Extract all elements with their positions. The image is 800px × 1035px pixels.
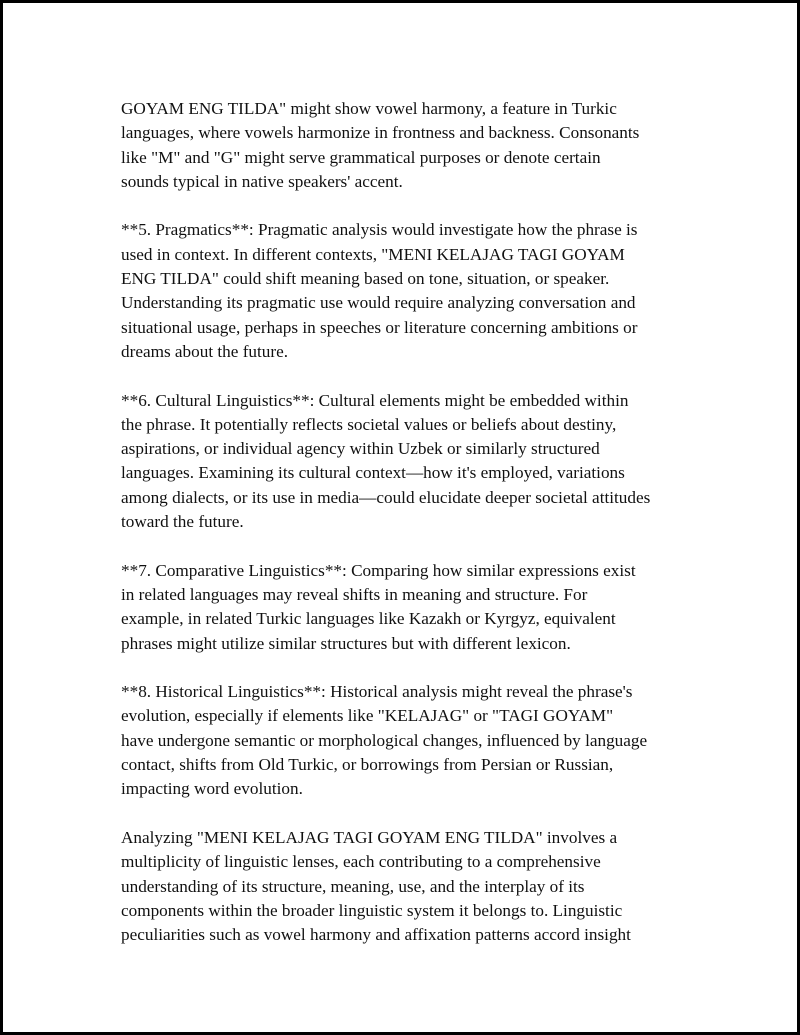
paragraph-historical-linguistics: **8. Historical Linguistics**: Historical analysis might reveal the phrase's evolution, especially if elements like "KELAJAG" or "TAGI GOYAM" have undergone semantic or morphological changes, influenced by language contact, shifts from Old Turkic, or borrowings from Persian or Russian, impacting word evolution. <box>121 682 648 799</box>
paragraph-pragmatics: **5. Pragmatics**: Pragmatic analysis would investigate how the phrase is used in context. In different contexts, "MENI KELAJAG TAGI GOYAM ENG TILDA" could shift meaning based on tone, situation, or speaker. Understanding its pragmatic use would require analyzing conversation and situational usage, perhaps in speeches or literature concerning ambitions or dreams about the future. <box>121 220 638 361</box>
paragraph-cultural-linguistics: **6. Cultural Linguistics**: Cultural elements might be embedded within the phrase. It potentially reflects societal values or beliefs about destiny, aspirations, or individual agency within Uzbek or similarly structured languages. Examining its cultural context—how it's employed, variations among dialects, or its use in media—could elucidate deeper societal attitudes toward the future. <box>121 390 651 532</box>
document-body <box>121 97 691 972</box>
paragraph-comparative-linguistics: **7. Comparative Linguistics**: Comparing how similar expressions exist in related languages may reveal shifts in meaning and structure. For example, in related Turkic languages like Kazakh or Kyrgyz, equivalent phrases might utilize similar structures but with different lexicon. <box>121 560 636 653</box>
paragraph-conclusion: Analyzing "MENI KELAJAG TAGI GOYAM ENG TILDA" involves a multiplicity of linguistic lenses, each contributing to a comprehensive understanding of its structure, meaning, use, and the interplay of its components within the broader linguistic system it belongs to. Linguistic peculiarities such as vowel harmony and affixation patterns accord insight <box>121 827 631 945</box>
paragraph-vowel-harmony: GOYAM ENG TILDA" might show vowel harmony, a feature in Turkic languages, where vowels harmonize in frontness and backness. Consonants like "M" and "G" might serve grammatical purposes or denote certain sounds typical in native speakers' accent. <box>121 99 640 191</box>
